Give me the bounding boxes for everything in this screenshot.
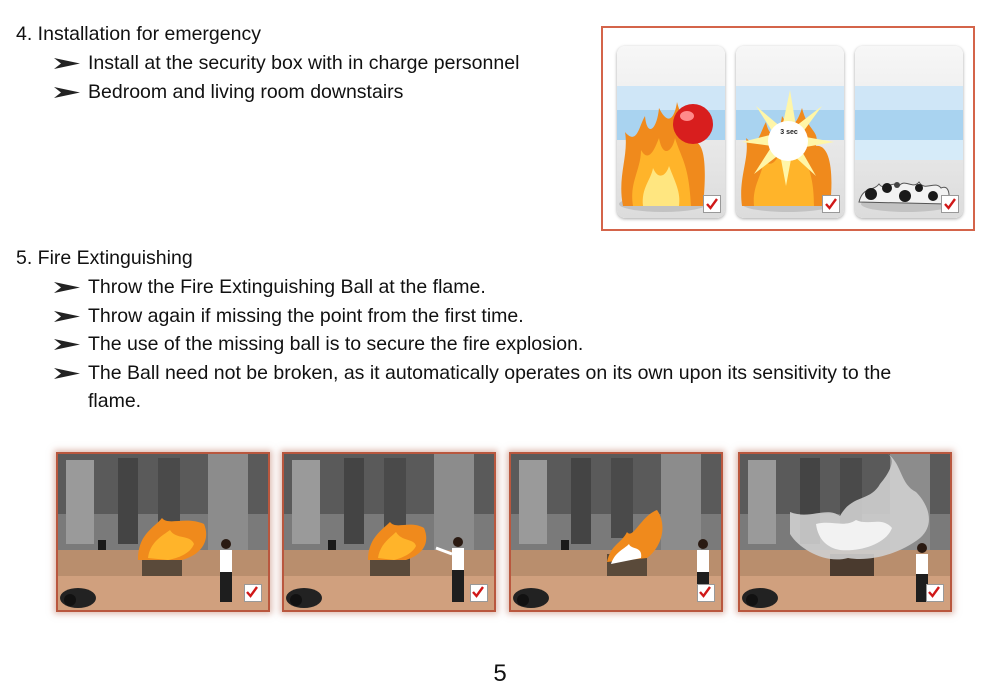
demo-scene-image xyxy=(511,454,721,610)
demo-scene-image xyxy=(58,454,268,610)
list-item-text: The Ball need not be broken, as it automatically operates on its own upon its sensitivity to the flame. xyxy=(88,361,892,412)
step-card-ball-bursting xyxy=(736,46,844,218)
extinguished-illustration xyxy=(855,46,963,218)
section-4-bullet-list xyxy=(54,49,519,106)
checkmark-icon xyxy=(941,195,959,213)
ball-burst-illustration xyxy=(736,46,844,218)
arrow-bullet-icon xyxy=(54,368,80,379)
demo-photo-1 xyxy=(56,452,270,612)
checkmark-icon xyxy=(822,195,840,213)
list-item xyxy=(54,330,918,359)
debris-icon xyxy=(865,188,877,200)
list-item xyxy=(54,273,918,302)
demo-photo-4 xyxy=(738,452,952,612)
list-item xyxy=(54,49,519,78)
arrow-bullet-icon xyxy=(54,282,80,293)
step-card-ball-in-fire xyxy=(617,46,725,218)
list-item-text: Install at the security box with in charge personnel xyxy=(88,52,520,74)
checkmark-icon xyxy=(244,584,262,602)
list-item xyxy=(54,302,918,331)
arrow-bullet-icon xyxy=(54,58,80,69)
arrow-bullet-icon xyxy=(54,87,80,98)
arrow-bullet-icon xyxy=(54,311,80,322)
fire-with-ball-illustration xyxy=(617,46,725,218)
list-item-text: Bedroom and living room downstairs xyxy=(88,80,404,103)
list-item xyxy=(54,359,918,416)
demo-photo-3 xyxy=(509,452,723,612)
section-5-bullet-list xyxy=(54,273,918,416)
checkmark-icon xyxy=(703,195,721,213)
page-number: 5 xyxy=(493,660,507,687)
checkmark-icon xyxy=(926,584,944,602)
list-item-text: Throw the Fire Extinguishing Ball at the flame. xyxy=(88,276,486,298)
list-item-text: The use of the missing ball is to secure the fire explosion. xyxy=(88,333,584,355)
demo-scene-image xyxy=(284,454,494,610)
demo-photo-2 xyxy=(282,452,496,612)
extinguisher-steps-figure xyxy=(601,26,975,231)
section-5-heading: 5. Fire Extinguishing xyxy=(16,247,193,269)
section-4-heading: 4. Installation for emergency xyxy=(16,23,261,45)
list-item xyxy=(54,78,519,107)
step-card-fire-extinguished xyxy=(855,46,963,218)
checkmark-icon xyxy=(470,584,488,602)
list-item-text: Throw again if missing the point from the first time. xyxy=(88,304,524,327)
arrow-bullet-icon xyxy=(54,339,80,350)
timer-label: 3 sec xyxy=(780,129,798,136)
checkmark-icon xyxy=(697,584,715,602)
extinguisher-ball-icon xyxy=(673,104,713,144)
demo-scene-image xyxy=(740,454,950,610)
